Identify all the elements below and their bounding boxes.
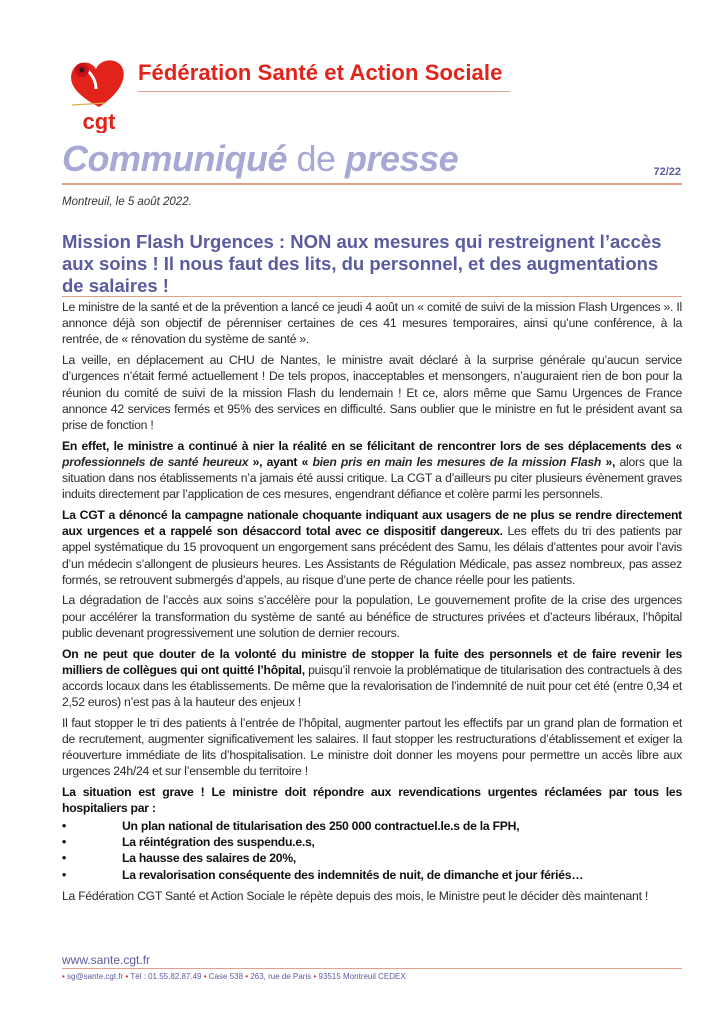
p3-rest: alors que la situation dans nos établissements n’a jamais été aussi critique. La CGT a d’ailleurs pu citer plusieurs évènement graves induits directement par l’application de ces mesures, engendrant défiance et colère parmi les personnels. [62, 454, 682, 502]
footer-divider [62, 968, 682, 969]
demands-list [62, 818, 682, 884]
p3-bold-3: », [601, 454, 616, 469]
separator-icon: • [245, 972, 249, 981]
p3-bold-1: En effet, le ministre a continué à nier la réalité en se félicitant de rencontrer lors de ses déplacements des « [62, 438, 682, 453]
footer-email[interactable]: sg@sante.cgt.fr [67, 972, 124, 981]
list-item-text: Un plan national de titularisation des 250 000 contractuel.le.s de la FPH, [122, 818, 520, 833]
list-item-text: La hausse des salaires de 20%, [122, 851, 297, 866]
p6-bold: On ne peut que douter de la volonté du ministre de stopper la fuite des personnels et de faire revenir les milliers de collègues qui ont quitté l’hôpital, [62, 646, 682, 677]
p3-quote-2: bien pris en main les mesures de la mission Flash [312, 454, 602, 469]
footer-address: 263, rue de Paris [250, 972, 312, 981]
org-name-underline [138, 91, 510, 92]
list-item-text: La réintégration des suspendu.e.s, [122, 835, 315, 849]
organization-name: Fédération Santé et Action Sociale [138, 60, 503, 85]
paragraph-3 [62, 438, 682, 503]
list-item [62, 834, 682, 850]
list-item [62, 850, 682, 866]
bullet-icon: • [62, 867, 67, 882]
paragraph-1: Le ministre de la santé et de la prévention a lancé ce jeudi 4 août un « comité de suivi de la mission Flash Urgences ». Il annonce déjà son objectif de pérenniser certaines de ces 41 mesures temporaires, ainsi qu’une conférence, à la rentrée, de « rénovation du système de santé ». [62, 300, 682, 347]
website-link[interactable]: www.sante.cgt.fr [62, 953, 151, 967]
article-body [62, 299, 682, 909]
title-presse: presse [345, 138, 459, 179]
paragraph-9: La Fédération CGT Santé et Action Sociale le répète depuis des mois, le Ministre peut le décider dès maintenant ! [62, 889, 648, 904]
list-item-text: La revalorisation conséquente des indemnités de nuit, de dimanche et jour fériés… [122, 867, 584, 882]
list-item [62, 867, 682, 883]
p4-bold: La CGT a dénoncé la campagne nationale choquante indiquant aux usagers de ne plus se rendre directement aux urgences et a rappelé son désaccord total avec ce dispositif dangereux. [62, 507, 682, 539]
paragraph-4 [62, 507, 682, 588]
separator-icon: • [62, 972, 65, 981]
p6-rest: puisqu’il renvoie la problématique de titularisation des contractuels à des accords locaux dans les établissements. De même que la revalorisation de l’indemnité de nuit pour cet été (entre 0,34 et 2,52 euros) n’est pas à la hauteur des enjeux ! [62, 662, 682, 710]
paragraph-6 [62, 646, 682, 711]
bullet-icon: • [62, 818, 67, 833]
paragraph-5: La dégradation de l’accès aux soins s’accélère pour la population, Le gouvernement profite de la crise des urgences pour accélérer la transformation du système de santé au bénéfice de structures privées et d’acteurs libéraux, l’hôpital public devenant progressivement une solution de dernier recours. [62, 593, 682, 640]
separator-icon: • [203, 972, 207, 981]
footer-case: Case 538 [208, 972, 244, 981]
paragraph-2: La veille, en déplacement au CHU de Nantes, le ministre avait déclaré à la surprise générale qu’aucun service d’urgences n’était fermé actuellement ! De tels propos, inacceptables et mensongers, n’auguraient rien de bon pour la réunion du comité de suivi de la mission Flash du lendemain ! Et ce, alors même que Samu Urgences de France annonce 42 services fermés et 95% des services en difficulté. Sans oublier que le ministre en fut le président avant sa prise de fonction ! [62, 353, 682, 432]
p3-quote-1: professionnels de santé heureux [62, 454, 249, 469]
release-number: 72/22 [653, 166, 681, 178]
p3-bold-2: », ayant « [248, 454, 313, 469]
cgt-logo [66, 55, 132, 133]
paragraph-7: Il faut stopper le tri des patients à l’entrée de l’hôpital, augmenter partout les effectifs par un grand plan de formation et de recrutement, augmenter significativement les salaires. Il faut stopper les restructurations d’établissement et exiger la réouverture immédiate de lits d’hospitalisation. Le ministre doit donner les moyens pour permettre un accès libre aux urgences 24h/24 et sur l’ensemble du territoire ! [62, 715, 682, 779]
separator-icon: • [313, 972, 317, 981]
dateline: Montreuil, le 5 août 2022. [62, 196, 192, 208]
title-communique: Communiqué [62, 138, 287, 179]
headline: Mission Flash Urgences : NON aux mesures qui restreignent l’accès aux soins ! Il nous faut des lits, du personnel, et des augmentations de salaires ! [62, 231, 662, 296]
title-divider [62, 183, 682, 185]
logo-text: cgt [82, 109, 116, 133]
footer-contact [62, 972, 406, 981]
bullet-icon: • [62, 835, 67, 849]
p4-rest: Les effets du tri des patients par appel systématique du 15 provoquent un engorgement sans précédent des Samu, les délais d’attentes pour avoir l’avis d’un médecin s’allongent de plusieurs heures. Les Assistants de Régulation Médicale, pas assez nombreux, pas assez formés, se retrouvent submergés d’appels, au risque d’une perte de chance réelle pour les patients. [62, 524, 682, 587]
list-item [62, 818, 682, 834]
cgt-heart-icon [66, 55, 132, 133]
footer-phone: Tél : 01.55.82.87.49 [130, 972, 202, 981]
paragraph-8: La situation est grave ! Le ministre doit répondre aux revendications urgentes réclamées par tous les hospitaliers par : [62, 785, 682, 816]
title-de: de [287, 138, 346, 179]
headline-divider [62, 296, 682, 297]
footer-city: 93515 Montreuil CEDEX [318, 972, 406, 981]
separator-icon: • [125, 972, 129, 981]
bullet-icon: • [62, 851, 67, 866]
document-type-title [62, 138, 458, 180]
